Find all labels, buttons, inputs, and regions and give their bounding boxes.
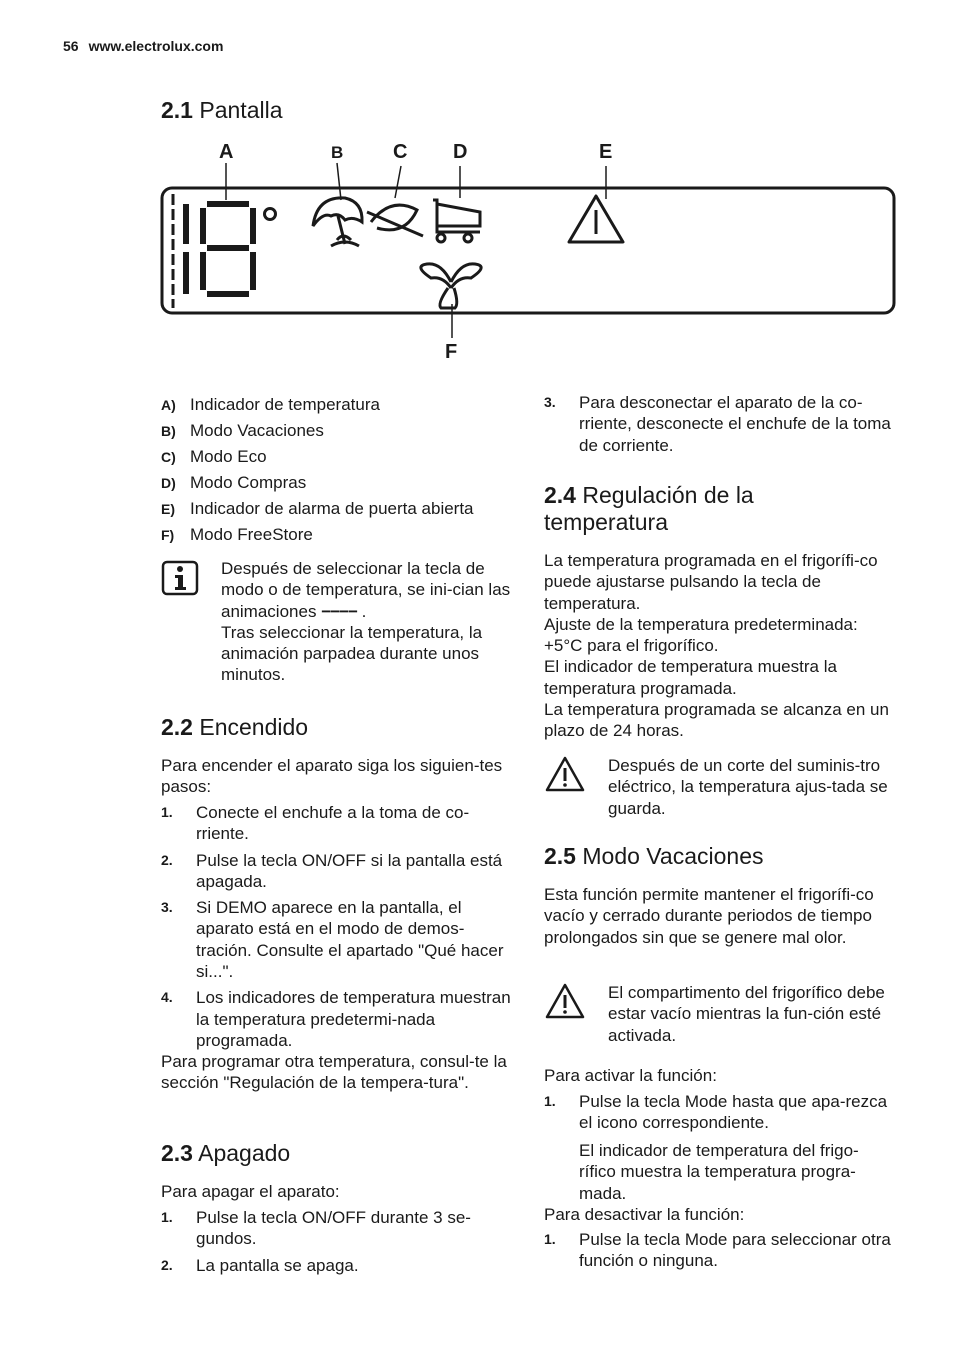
warning-icon [544,755,608,819]
legend-item [161,496,521,522]
warning-icon [544,982,608,1046]
section-2-2-title [161,714,308,741]
section-title-text: Encendido [199,714,309,740]
step-text: Pulse la tecla Mode para seleccionar otra función o ninguna. [579,1230,891,1271]
step-number: 3. [161,899,173,916]
sec22-intro: Para encender el aparato siga los siguien-tes pasos: [161,756,503,797]
section-title-text: Regulación de la [582,482,754,508]
right-step-3 [544,392,894,461]
legend-item [161,522,521,548]
website: www.electrolux.com [88,38,224,54]
legend-key: C) [161,449,176,465]
diagram-label-f: F [445,341,458,363]
legend-text: Modo FreeStore [190,525,313,544]
section-2-4-title [544,482,894,536]
sec22-steps [161,802,516,1056]
deactivate-steps [544,1229,894,1277]
legend-item [161,392,521,418]
list-item [161,850,516,893]
warning-text: El compartimento del frigorífico debe estar vacío mientras la fun-ción esté activada. [608,983,885,1045]
diagram-label-e: E [599,141,613,163]
diagram-label-d: D [453,141,468,163]
step-number: 2. [161,1256,173,1273]
section-title-text: Apagado [198,1140,291,1166]
info-icon [161,558,221,686]
section-number: 2.1 [161,97,193,123]
sec24-para-3: El indicador de temperatura muestra la temperatura programada. [544,657,837,698]
legend-text: Indicador de temperatura [190,395,380,414]
section-title-text: Pantalla [199,97,283,123]
section-title-text: Modo Vacaciones [582,843,764,869]
legend-item [161,444,521,470]
legend-text: Modo Vacaciones [190,421,324,440]
list-item [544,1091,894,1134]
step-number: 2. [161,851,173,868]
section-number: 2.3 [161,1140,193,1166]
legend-key: A) [161,397,176,413]
page-number: 56 [63,38,79,54]
step-number: 4. [161,989,173,1006]
diagram-label-c: C [393,141,408,163]
list-item [544,392,894,456]
list-item [161,1255,516,1276]
legend-key: B) [161,423,176,439]
activate-sub: El indicador de temperatura del frigo-rífico muestra la temperatura progra-mada. [579,1141,859,1203]
sec25-para: Esta función permite mantener el frigorífi-co vacío y cerrado durante periodos de tiempo prolongados sin que se genere mal olor. [544,885,874,947]
sec24-body [544,550,894,742]
section-title-text-2: temperatura [544,509,669,535]
activate-steps [544,1091,894,1139]
step-text: Los indicadores de temperatura muestran la temperatura predetermi-nada programada. [196,988,511,1050]
sec24-para: La temperatura programada en el frigorífi-co puede ajustarse pulsando la tecla de temperatura. [544,551,878,613]
legend-key: E) [161,501,175,517]
legend-text: Indicador de alarma de puerta abierta [190,499,474,518]
step-text: Conecte el enchufe a la toma de co-rriente. [196,803,470,844]
step-text: Pulse la tecla ON/OFF si la pantalla está apagada. [196,850,503,891]
activate-intro: Para activar la función: [544,1066,717,1085]
section-2-3-title [161,1140,290,1167]
step-number: 1. [161,1209,173,1225]
diagram-label-a: A [219,141,234,163]
legend-text: Modo Compras [190,473,307,492]
step-text: Si DEMO aparece en la pantalla, el aparato está en el modo de demos-tración. Consulte el apartado "Qué hacer si...". [196,898,504,982]
legend-key: F) [161,527,175,543]
warning-note-2 [544,982,894,1046]
note-text: Después de seleccionar la tecla de modo o de temperatura, se ini-cian las animaciones [221,559,511,621]
step-number: 3. [544,394,556,410]
deactivate-intro: Para desactivar la función: [544,1205,745,1224]
warning-text: Después de un corte del suminis-tro eléctrico, la temperatura ajus-tada se guarda. [608,756,888,818]
list-item [544,1229,894,1272]
diagram-label-b: B [331,143,344,162]
section-number: 2.5 [544,843,576,869]
step-number: 1. [161,804,173,820]
sec23-steps [161,1207,516,1281]
note-text-2: Tras seleccionar la temperatura, la animación parpadea durante unos minutos. [221,622,483,685]
step-text: La pantalla se apaga. [196,1255,359,1275]
step-text: Para desconectar el aparato de la co-rriente, desconecte el enchufe de la toma de corriente. [579,393,891,455]
display-diagram [155,136,900,366]
warning-note-1 [544,755,894,819]
legend-key: D) [161,475,176,491]
display-legend [161,392,521,548]
legend-item [161,418,521,444]
step-text: Pulse la tecla ON/OFF durante 3 se-gundos. [196,1208,471,1249]
sec24-para-2: Ajuste de la temperatura predeterminada: +5°C para el frigorífico. [544,614,858,656]
list-item [161,897,516,982]
sec24-para-4: La temperatura programada se alcanza en un plazo de 24 horas. [544,700,889,741]
step-number: 1. [544,1093,556,1109]
sec22-outro: Para programar otra temperatura, consul-te la sección "Regulación de la tempera-tura". [161,1052,507,1093]
animation-dashes: −−−− [321,601,357,621]
list-item [161,987,516,1051]
list-item [161,1207,516,1250]
note-text-end: . [361,601,367,621]
section-number: 2.4 [544,482,576,508]
sec23-intro: Para apagar el aparato: [161,1182,340,1201]
list-item [161,802,516,845]
page-header [63,38,223,54]
step-number: 1. [544,1231,556,1247]
section-2-1-title [161,97,283,124]
info-note [161,558,517,686]
step-text: Pulse la tecla Mode hasta que apa-rezca el icono correspondiente. [579,1092,888,1133]
legend-item [161,470,521,496]
section-2-5-title [544,843,894,870]
legend-text: Modo Eco [190,447,267,466]
section-number: 2.2 [161,714,193,740]
